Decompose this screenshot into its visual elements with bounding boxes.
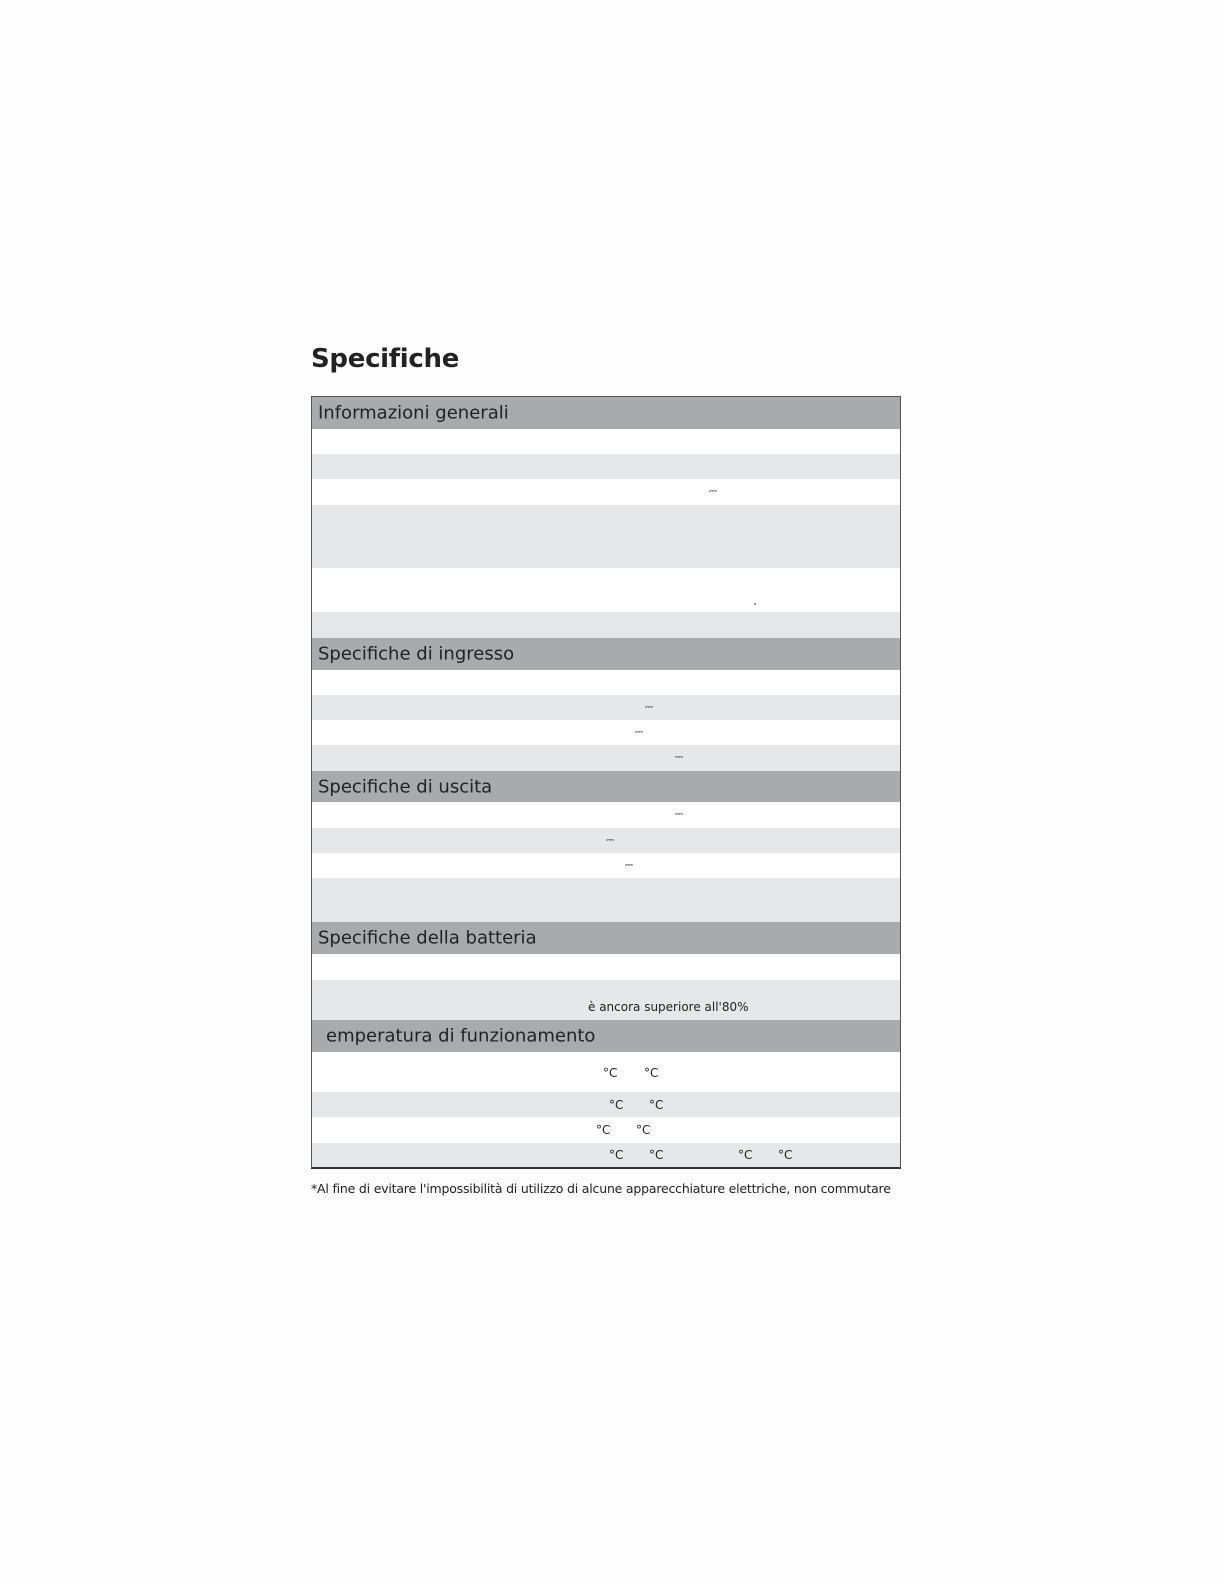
table-row bbox=[312, 980, 900, 1020]
dc-symbol: ⎓ bbox=[645, 702, 653, 713]
table-row bbox=[312, 802, 900, 828]
table-row bbox=[312, 505, 900, 568]
table-row bbox=[312, 695, 900, 720]
celsius-unit: °C bbox=[649, 1098, 664, 1112]
table-row bbox=[312, 1143, 900, 1167]
celsius-unit: °C bbox=[738, 1148, 753, 1162]
table-row bbox=[312, 568, 900, 612]
dc-symbol: ⎓ bbox=[675, 809, 683, 820]
celsius-unit: °C bbox=[609, 1148, 624, 1162]
table-row bbox=[312, 878, 900, 922]
celsius-unit: °C bbox=[609, 1098, 624, 1112]
table-row bbox=[312, 745, 900, 771]
section-header-battery bbox=[312, 922, 900, 954]
specifications-table bbox=[311, 396, 901, 1169]
table-row bbox=[312, 670, 900, 695]
section-header-general bbox=[312, 397, 900, 429]
section-title-battery: Specifiche della batteria bbox=[318, 927, 537, 949]
table-row bbox=[312, 1117, 900, 1143]
table-row bbox=[312, 612, 900, 638]
table-row bbox=[312, 828, 900, 853]
table-row bbox=[312, 479, 900, 505]
celsius-unit: °C bbox=[649, 1148, 664, 1162]
section-title-temperature: emperatura di funzionamento bbox=[326, 1025, 596, 1047]
table-row bbox=[312, 1092, 900, 1117]
section-header-temperature bbox=[312, 1020, 900, 1052]
dc-symbol: ⎓ bbox=[709, 486, 717, 497]
table-row bbox=[312, 954, 900, 980]
celsius-unit: °C bbox=[596, 1123, 611, 1137]
table-row bbox=[312, 454, 900, 479]
table-row bbox=[312, 853, 900, 878]
section-header-output bbox=[312, 771, 900, 802]
dc-symbol: ⎓ bbox=[606, 835, 614, 846]
table-row bbox=[312, 720, 900, 745]
section-title-general: Informazioni generali bbox=[318, 402, 509, 424]
page-title: Specifiche bbox=[311, 344, 460, 374]
celsius-unit: °C bbox=[636, 1123, 651, 1137]
battery-capacity-note: è ancora superiore all'80% bbox=[588, 1000, 749, 1014]
table-row bbox=[312, 1052, 900, 1092]
footnote: *Al fine di evitare l'impossibilità di utilizzo di alcune apparecchiature elettriche, non commutare bbox=[311, 1181, 891, 1196]
table-row bbox=[312, 429, 900, 454]
section-header-input bbox=[312, 638, 900, 670]
celsius-unit: °C bbox=[644, 1066, 659, 1080]
section-title-input: Specifiche di ingresso bbox=[318, 643, 515, 665]
dc-symbol: ⎓ bbox=[635, 727, 643, 738]
section-title-output: Specifiche di uscita bbox=[318, 776, 493, 797]
celsius-unit: °C bbox=[778, 1148, 793, 1162]
dot-mark bbox=[754, 603, 756, 605]
celsius-unit: °C bbox=[603, 1066, 618, 1080]
dc-symbol: ⎓ bbox=[625, 860, 633, 871]
dc-symbol: ⎓ bbox=[675, 752, 683, 763]
